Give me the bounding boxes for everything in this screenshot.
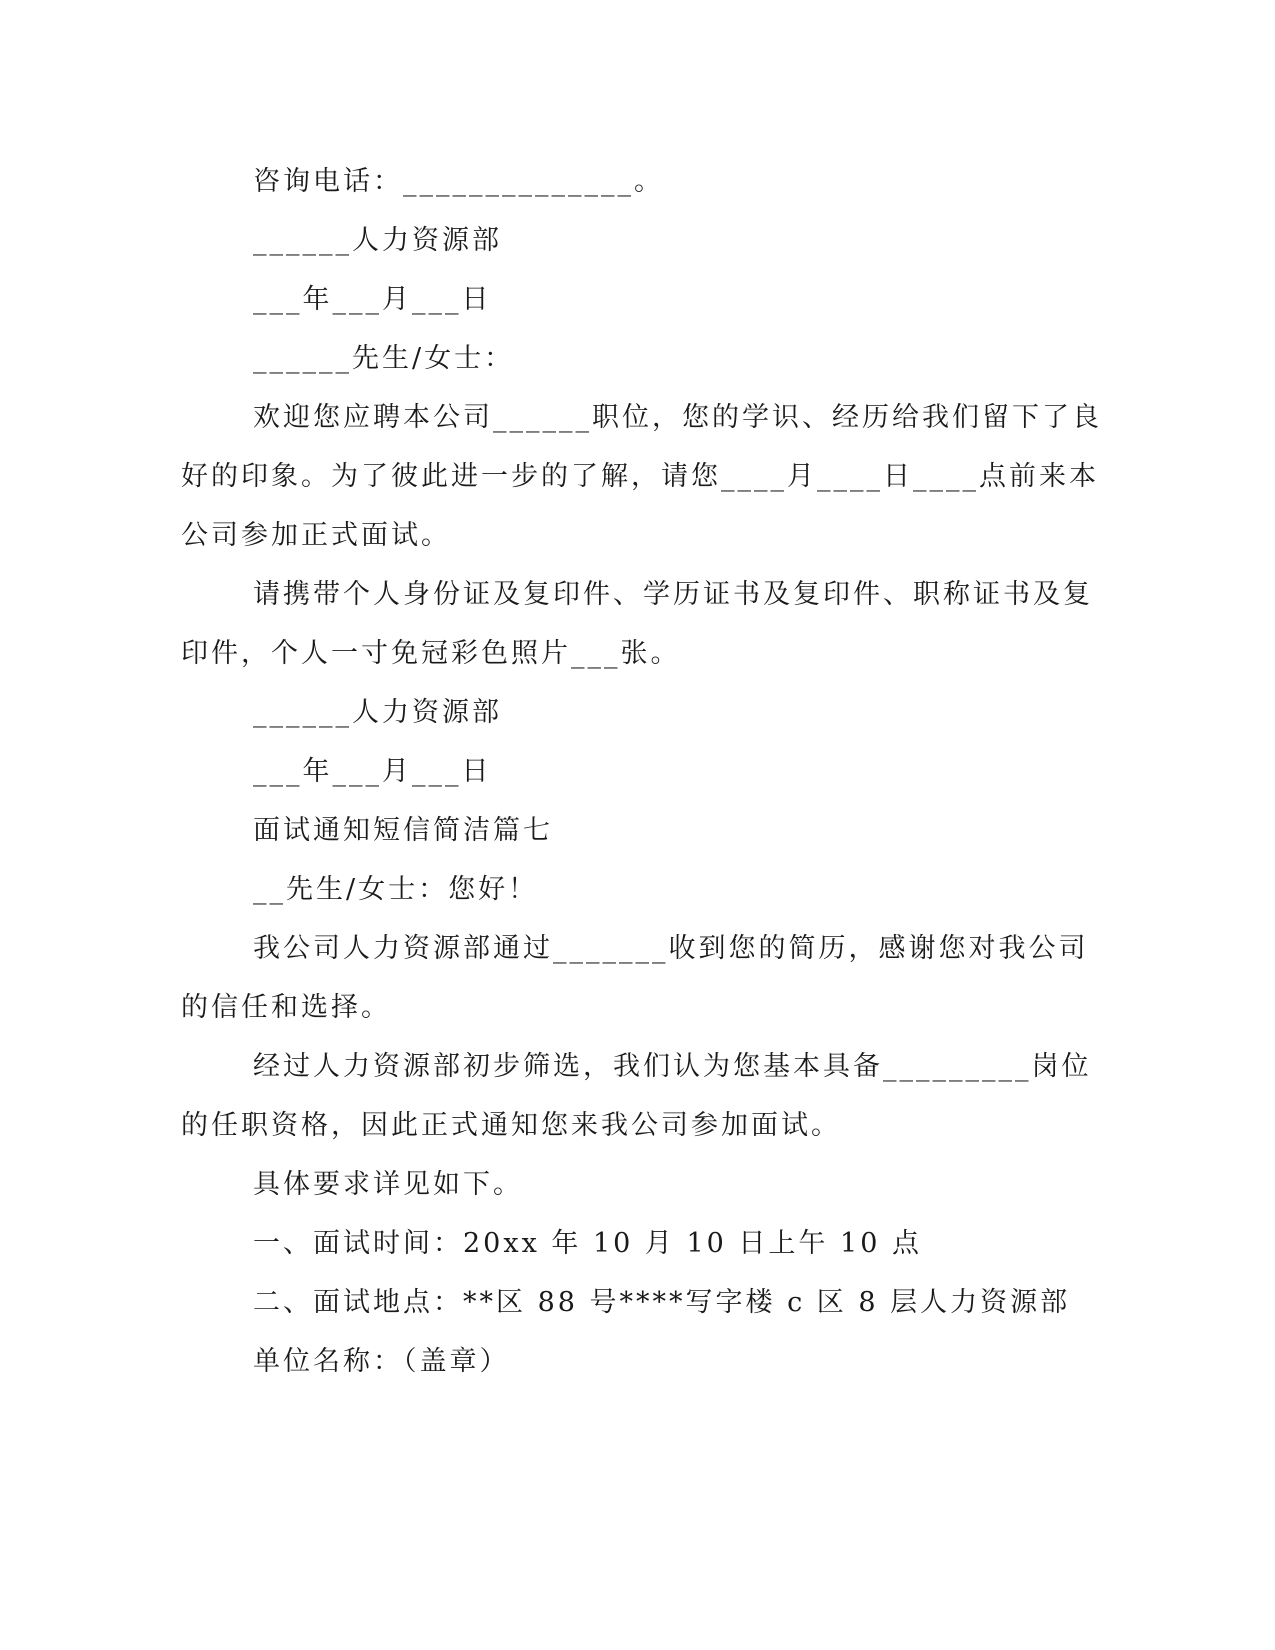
interview-time-line: 一、面试时间：20xx 年 10 月 10 日上午 10 点 (253, 1228, 922, 1259)
paragraph-line: 的任职资格，因此正式通知您来我公司参加面试。 (181, 1110, 841, 1141)
paragraph-line: 具体要求详见如下。 (253, 1169, 523, 1200)
salutation-line: ______先生/女士： (253, 343, 515, 374)
date-line: ___年___月___日 (253, 284, 492, 315)
paragraph-line: 请携带个人身份证及复印件、学历证书及复印件、职称证书及复 (253, 579, 1093, 610)
paragraph-line: 的信任和选择。 (181, 992, 391, 1023)
paragraph-line: 公司参加正式面试。 (181, 520, 451, 551)
paragraph-line: 我公司人力资源部通过_______收到您的简历，感谢您对我公司 (253, 933, 1089, 964)
paragraph-line: 经过人力资源部初步筛选，我们认为您基本具备_________岗位 (253, 1051, 1092, 1082)
paragraph-line: 好的印象。为了彼此进一步的了解，请您____月____日____点前来本 (181, 461, 1099, 492)
section-heading: 面试通知短信简洁篇七 (253, 815, 553, 846)
salutation-line: __先生/女士：您好！ (253, 874, 539, 905)
paragraph-line: 印件，个人一寸免冠彩色照片___张。 (181, 638, 681, 669)
date-line: ___年___月___日 (253, 756, 492, 787)
hr-department-signature: ______人力资源部 (253, 225, 502, 256)
company-seal-line: 单位名称：（盖章） (253, 1346, 510, 1377)
paragraph-line: 欢迎您应聘本公司______职位，您的学识、经历给我们留下了良 (253, 402, 1102, 433)
consult-phone-line: 咨询电话：______________。 (253, 166, 664, 197)
interview-location-line: 二、面试地点：**区 88 号****写字楼 c 区 8 层人力资源部 (253, 1287, 1071, 1318)
hr-department-signature: ______人力资源部 (253, 697, 502, 728)
